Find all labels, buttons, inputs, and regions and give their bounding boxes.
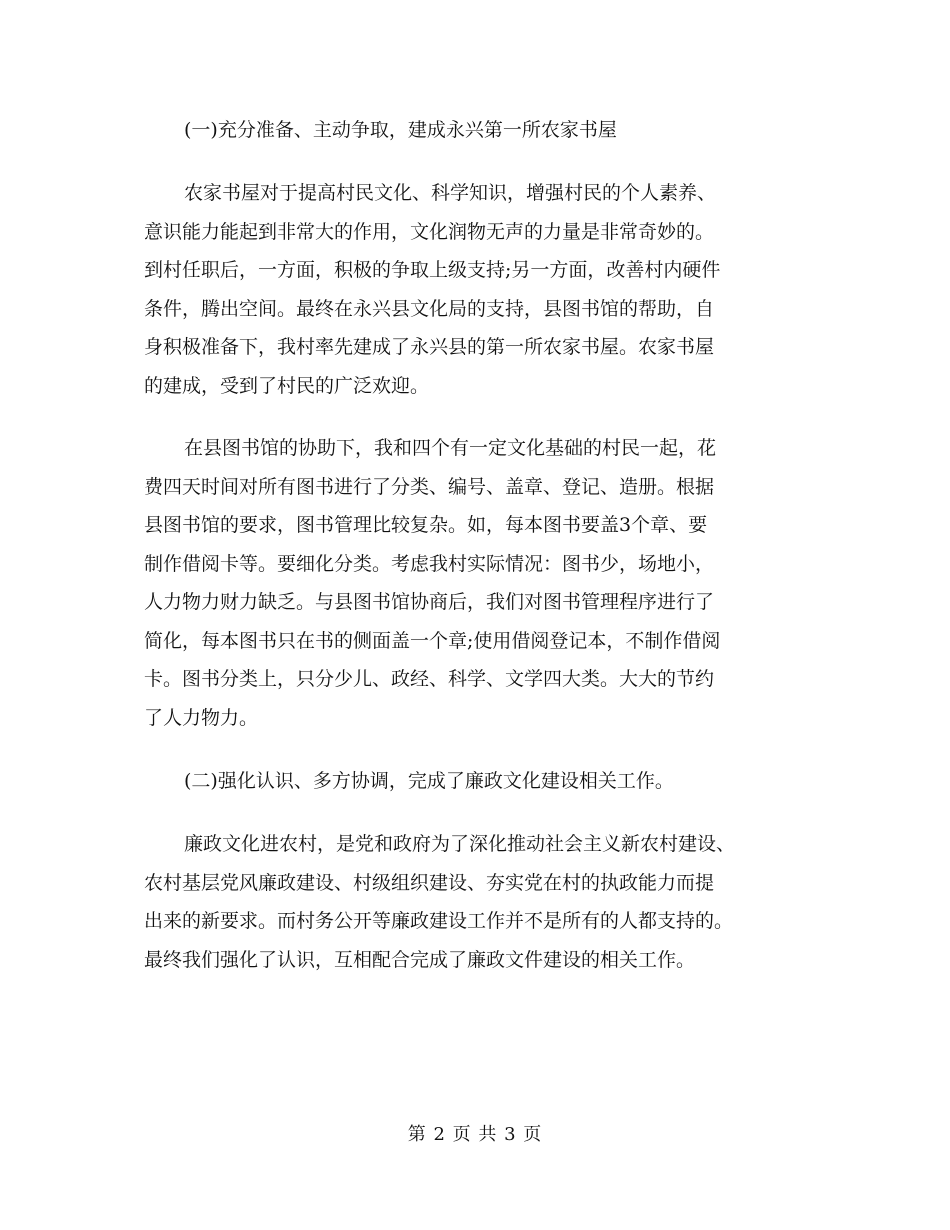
paragraph-line: 廉政文化进农村，是党和政府为了深化推动社会主义新农村建设、 (184, 833, 736, 855)
paragraph-line: 最终我们强化了认识，互相配合完成了廉政文件建设的相关工作。 (144, 948, 696, 971)
paragraph-line: 卡。图书分类上，只分少儿、政经、科学、文学四大类。大大的节约 (144, 668, 715, 690)
paragraph-line: 县图书馆的要求，图书管理比较复杂。如，每本图书要盖3个章、要 (144, 514, 708, 536)
paragraph-line: 农家书屋对于提高村民文化、科学知识，增强村民的个人素养、 (184, 182, 717, 204)
paragraph-line: 在县图书馆的协助下，我和四个有一定文化基础的村民一起，花 (184, 437, 717, 459)
paragraph-line: 费四天时间对所有图书进行了分类、编号、盖章、登记、造册。根据 (144, 475, 715, 498)
paragraph-line: 简化，每本图书只在书的侧面盖一个章;使用借阅登记本，不制作借阅 (144, 629, 721, 652)
section-heading-2: (二)强化认识、多方协调，完成了廉政文化建设相关工作。 (184, 770, 674, 792)
document-body (144, 110, 812, 1003)
paragraph-2 (144, 429, 812, 737)
paragraph-line: 意识能力能起到非常大的作用，文化润物无声的力量是非常奇妙的。 (144, 220, 715, 243)
paragraph-line: 到村任职后，一方面，积极的争取上级支持;另一方面，改善村内硬件 (144, 259, 721, 281)
page-number-footer: 第 2 页 共 3 页 (407, 1124, 543, 1145)
paragraph-line: 身积极准备下，我村率先建成了永兴县的第一所农家书屋。农家书屋 (144, 336, 715, 358)
paragraph-line: 人力物力财力缺乏。与县图书馆协商后，我们对图书管理程序进行了 (144, 591, 715, 613)
paragraph-line: 出来的新要求。而村务公开等廉政建设工作并不是所有的人都支持的。 (144, 910, 734, 932)
paragraph-line: 农村基层党风廉政建设、村级组织建设、夯实党在村的执政能力而提 (144, 871, 715, 894)
paragraph-line: 制作借阅卡等。要细化分类。考虑我村实际情况：图书少，场地小， (144, 552, 715, 575)
paragraph-line: 了人力物力。 (144, 706, 259, 729)
paragraph-line: 的建成，受到了村民的广泛欢迎。 (144, 374, 430, 397)
paragraph-3 (144, 825, 812, 979)
paragraph-line: 条件，腾出空间。最终在永兴县文化局的支持，县图书馆的帮助，自 (144, 297, 715, 320)
section-heading-1: (一)充分准备、主动争取，建成永兴第一所农家书屋 (184, 119, 617, 141)
paragraph-1 (144, 174, 812, 405)
